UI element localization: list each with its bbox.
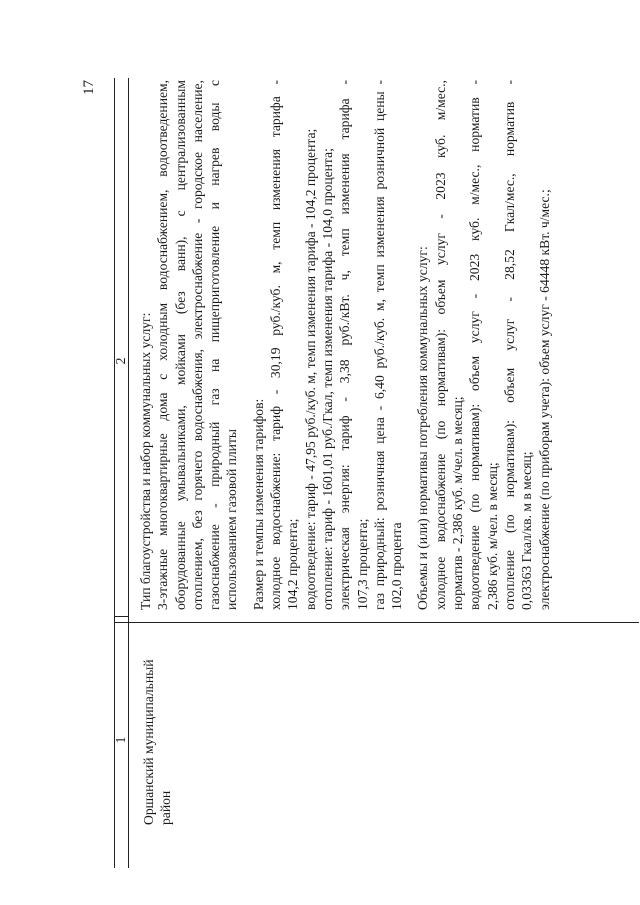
amenities-heading: Тип благоустройства и набор коммунальных услуг: — [138, 312, 153, 610]
column-divider-short — [114, 616, 128, 617]
district-name: Оршанский муниципальный район — [141, 659, 174, 825]
amenities-line: отоплением, без горячего водоснабжения, электроснабжение - городское население, — [189, 80, 205, 610]
volume-line: водоотведение (по нормативам): объем услуг - 2023 куб. м/мес., норматив - — [467, 80, 483, 610]
column-2-number: 2 — [114, 357, 129, 365]
tariff-line: водоотведение: тариф - 47,95 руб./куб. м, темп изменения тарифа - 104,2 процента; — [302, 128, 318, 610]
tariff-line: электрическая энергия: тариф - 3,38 руб./кВт. ч, темп изменения тарифа - — [337, 80, 353, 610]
description-cell — [137, 80, 553, 610]
amenities-line: использованием газовой плиты — [224, 428, 240, 610]
volume-line: 0,03363 Гкал/кв. м в месяц; — [519, 451, 535, 610]
volume-line: электроснабжение (по приборам учета): объем услуг - 64448 кВт. ч/мес.; — [536, 189, 552, 610]
volume-line: 2,386 куб. м/чел. в месяц; — [484, 462, 500, 610]
tariff-line: газ природный: розничная цена - 6,40 руб./куб. м, темп изменения розничной цены - — [371, 80, 387, 610]
volume-line: норматив - 2,386 куб. м/чел. в месяц; — [450, 396, 466, 610]
tariff-line: 104,2 процента; — [285, 518, 301, 610]
volumes-heading: Объемы и (или) нормативы потребления коммунальных услуг: — [415, 246, 431, 610]
tariff-line: холодное водоснабжение: тариф - 30,19 руб./куб. м, темп изменения тарифа - — [268, 80, 284, 610]
amenities-line: 3-этажные многоквартирные дома с холодным водоснабжением, водоотведением, — [155, 80, 171, 610]
amenities-line: газоснабжение - природный газ на пищеприготовление и нагрев воды с — [207, 80, 223, 610]
tariff-line: отопление: тариф - 1601,01 руб./Гкал, темп изменения тарифа - 104,0 процента; — [319, 148, 335, 610]
column-1-number: 1 — [114, 736, 129, 744]
tariff-line: 102,0 процента — [389, 522, 405, 610]
volume-line: отопление (по нормативам): объем услуг - 28,52 Гкал/мес., норматив - — [501, 80, 517, 610]
district-cell — [140, 640, 175, 825]
amenities-line: оборудованные умывальниками, мойками (без ванн), с централизованным — [172, 80, 188, 610]
tariffs-heading: Размер и темпы изменения тарифов: — [250, 398, 266, 610]
tariff-line: 107,3 процента; — [354, 518, 370, 610]
volume-line: холодное водоснабжение (по нормативам): объем услуг - 2023 куб. м/мес., — [432, 80, 448, 610]
column-divider — [114, 622, 639, 623]
page-number: 17 — [81, 80, 97, 95]
